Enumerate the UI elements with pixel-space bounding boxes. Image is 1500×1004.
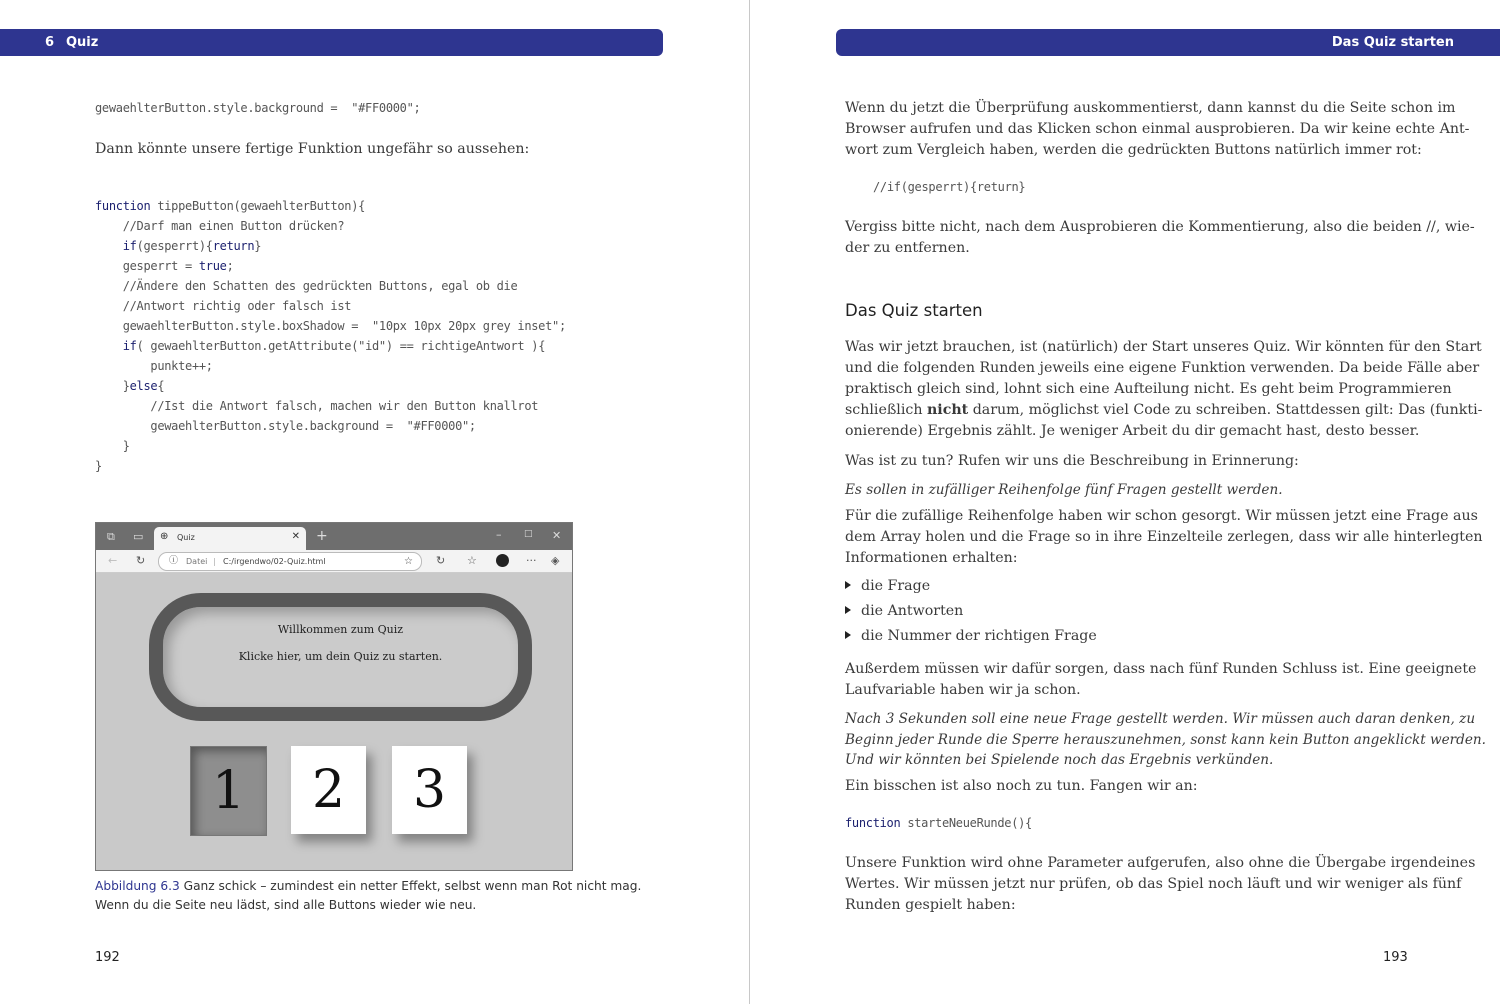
bullet-arrow-icon — [845, 581, 851, 589]
code-keyword: function — [95, 199, 151, 213]
extensions-icon[interactable]: ↻ — [436, 554, 446, 567]
paragraph-2 — [845, 217, 1475, 259]
text-line: Beginn jeder Runde die Sperre herauszunehmen, sonst kann kein Button angeklickt werden. — [845, 731, 1486, 748]
figure-browser-screenshot — [95, 522, 573, 871]
text-line: onierende) Ergebnis zählt. Je weniger Arbeit du dir gemacht hast, desto besser. — [845, 423, 1420, 439]
text-line: Außerdem müssen wir dafür sorgen, dass nach fünf Runden Schluss ist. Eine geeignete — [845, 661, 1477, 677]
text-line: schließlich nicht darum, möglichst viel Code zu schreiben. Stattdessen gilt: Das (funkti- — [845, 402, 1483, 418]
bold-word: nicht — [926, 402, 969, 418]
browser-tab-quiz[interactable] — [154, 527, 306, 550]
section-heading: Das Quiz starten — [845, 301, 983, 320]
text-line: dem Array holen und die Frage so in ihre Einzelteile zerlegen, dass wir alle hinterlegten — [845, 529, 1483, 545]
text-line: Nach 3 Sekunden soll eine neue Frage gestellt werden. Wir müssen auch daran denken, zu — [845, 711, 1476, 727]
section-title: Das Quiz starten — [1331, 35, 1454, 50]
code-line: if(gesperrt){return} — [122, 239, 262, 253]
code-commented-check: //if(gesperrt){return} — [873, 180, 1026, 194]
text-line: Laufvariable haben wir ja schon. — [845, 682, 1081, 698]
code-text: tippeButton(gewaehlterButton){ — [150, 199, 366, 213]
back-icon[interactable]: ← — [108, 554, 118, 567]
page-number-right: 193 — [1383, 950, 1408, 965]
minimize-icon[interactable]: – — [496, 528, 502, 541]
code-line: //Ist die Antwort falsch, machen wir den Button knallrot — [95, 399, 539, 413]
paragraph-10 — [845, 853, 1475, 916]
paragraph-7 — [845, 659, 1476, 701]
text-line: Wenn du jetzt die Überprüfung auskommentierst, dann kannst du die Seite schon im — [845, 100, 1456, 116]
code-keyword: function — [845, 816, 901, 830]
bullet-item: die Antworten — [845, 603, 963, 619]
code-line: gesperrt = true; — [95, 259, 234, 273]
bullet-arrow-icon — [845, 606, 851, 614]
text-line: praktisch gleich sind, lohnt sich eine Aufteilung nicht. Es geht beim Programmieren — [845, 381, 1452, 397]
answer-button-1[interactable]: 1 — [190, 746, 267, 836]
paragraph-9: Ein bisschen ist also noch zu tun. Fangen wir an: — [845, 778, 1198, 794]
close-window-icon[interactable]: ✕ — [552, 529, 562, 542]
tab-actions-icon[interactable]: ▭ — [133, 530, 144, 543]
paragraph-6 — [845, 506, 1483, 569]
figure-caption — [95, 877, 655, 915]
paragraph-1 — [845, 98, 1469, 161]
page-number-left: 192 — [95, 950, 120, 965]
text-line: Wertes. Wir müssen jetzt nur prüfen, ob das Spiel noch läuft und wir weniger als fünf — [845, 876, 1462, 892]
text-line: der zu entfernen. — [845, 240, 970, 256]
text-line: Browser aufrufen und das Klicken schon einmal ausprobieren. Da wir keine echte Ant- — [845, 121, 1470, 137]
code-line: punkte++; — [95, 359, 213, 373]
browser-tab-bar — [96, 523, 572, 550]
new-tab-icon[interactable]: + — [316, 528, 328, 544]
code-line: gewaehlterButton.style.boxShadow = "10px 10px 20px grey inset"; — [95, 319, 566, 333]
text-line: und die folgenden Runden jeweils eine eigene Funktion verwenden. Da beide Fälle aber — [845, 360, 1480, 376]
caption-text: Ganz schick – zumindest ein netter Effekt, selbst wenn man Rot nicht mag. — [179, 879, 642, 893]
text-line: Unsere Funktion wird ohne Parameter aufgerufen, also ohne die Übergabe irgendeines — [845, 855, 1476, 871]
bullet-arrow-icon — [845, 631, 851, 639]
answer-button-2[interactable]: 2 — [291, 746, 366, 834]
code-block-tippebutton — [95, 176, 566, 496]
url-separator: | — [213, 557, 216, 566]
text-line: Vergiss bitte nicht, nach dem Ausprobieren die Kommentierung, also die beiden //, wie- — [845, 219, 1475, 235]
code-line — [95, 196, 566, 216]
more-menu-icon[interactable]: ··· — [526, 554, 537, 567]
caption-label: Abbildung 6.3 — [95, 879, 180, 893]
text-line: wort zum Vergleich haben, werden die gedrückten Buttons natürlich immer rot: — [845, 142, 1422, 158]
text-line: Für die zufällige Reihenfolge haben wir schon gesorgt. Wir müssen jetzt eine Frage aus — [845, 508, 1478, 524]
url-text: C:/irgendwo/02-Quiz.html — [223, 557, 326, 566]
profile-avatar[interactable] — [496, 554, 509, 567]
text-line: Runden gespielt haben: — [845, 897, 1016, 913]
welcome-text: Willkommen zum Quiz — [277, 623, 404, 636]
chapter-title: Quiz — [66, 35, 99, 50]
copilot-icon[interactable]: ◈ — [551, 554, 560, 567]
url-scheme-label: Datei — [186, 557, 208, 566]
browser-address-bar-row — [96, 550, 572, 573]
code-line: if( gewaehlterButton.getAttribute("id") == richtigeAntwort ){ — [122, 339, 546, 353]
maximize-icon[interactable]: □ — [524, 529, 533, 539]
code-startenerunde — [845, 813, 1032, 833]
left-running-header — [0, 29, 663, 56]
quiz-start-box[interactable] — [149, 593, 532, 721]
browser-page-content — [99, 574, 568, 866]
favorites-icon[interactable]: ☆ — [467, 554, 477, 567]
right-running-header — [836, 29, 1500, 56]
text-line: Und wir könnten bei Spielende noch das Ergebnis verkünden. — [845, 752, 1274, 768]
paragraph-4: Was ist zu tun? Rufen wir uns die Beschreibung in Erinnerung: — [845, 453, 1299, 469]
paragraph-3 — [845, 337, 1482, 442]
globe-icon: ⊕ — [160, 531, 169, 542]
workspaces-icon[interactable]: ⧉ — [107, 530, 115, 543]
text-line: Informationen erhalten: — [845, 550, 1018, 566]
code-line-top: gewaehlterButton.style.background = "#FF0000"; — [95, 101, 421, 115]
code-line: } — [95, 439, 130, 453]
code-line: //Antwort richtig oder falsch ist — [95, 299, 352, 313]
tab-title: Quiz — [177, 533, 195, 542]
info-icon: ⓘ — [169, 556, 179, 566]
code-line: } — [95, 459, 102, 473]
bullet-item: die Nummer der richtigen Frage — [845, 628, 1097, 644]
url-field[interactable] — [158, 552, 422, 571]
code-line: gewaehlterButton.style.background = "#FF0000"; — [95, 419, 476, 433]
code-line: //Darf man einen Button drücken? — [95, 219, 345, 233]
start-text: Klicke hier, um dein Quiz zu starten. — [238, 650, 443, 663]
reload-icon[interactable]: ↻ — [136, 554, 146, 567]
caption-text-line2: Wenn du die Seite neu lädst, sind alle Buttons wieder wie neu. — [95, 898, 477, 912]
text-line: Was wir jetzt brauchen, ist (natürlich) der Start unseres Quiz. Wir könnten für den Start — [845, 339, 1482, 355]
intro-paragraph: Dann könnte unsere fertige Funktion ungefähr so aussehen: — [95, 141, 530, 157]
code-line: }else{ — [95, 379, 165, 393]
close-tab-icon[interactable]: ✕ — [291, 531, 300, 542]
favorite-star-icon[interactable]: ☆ — [404, 556, 413, 567]
code-text: starteNeueRunde(){ — [900, 816, 1032, 830]
description-quote: Es sollen in zufälliger Reihenfolge fünf Fragen gestellt werden. — [845, 482, 1283, 498]
page-gutter — [749, 0, 750, 1004]
code-line: //Ändere den Schatten des gedrückten Buttons, egal ob die — [95, 279, 518, 293]
bullet-item: die Frage — [845, 578, 930, 594]
description-quote-2 — [845, 709, 1486, 771]
chapter-number: 6 — [45, 35, 55, 50]
answer-button-3[interactable]: 3 — [392, 746, 467, 834]
